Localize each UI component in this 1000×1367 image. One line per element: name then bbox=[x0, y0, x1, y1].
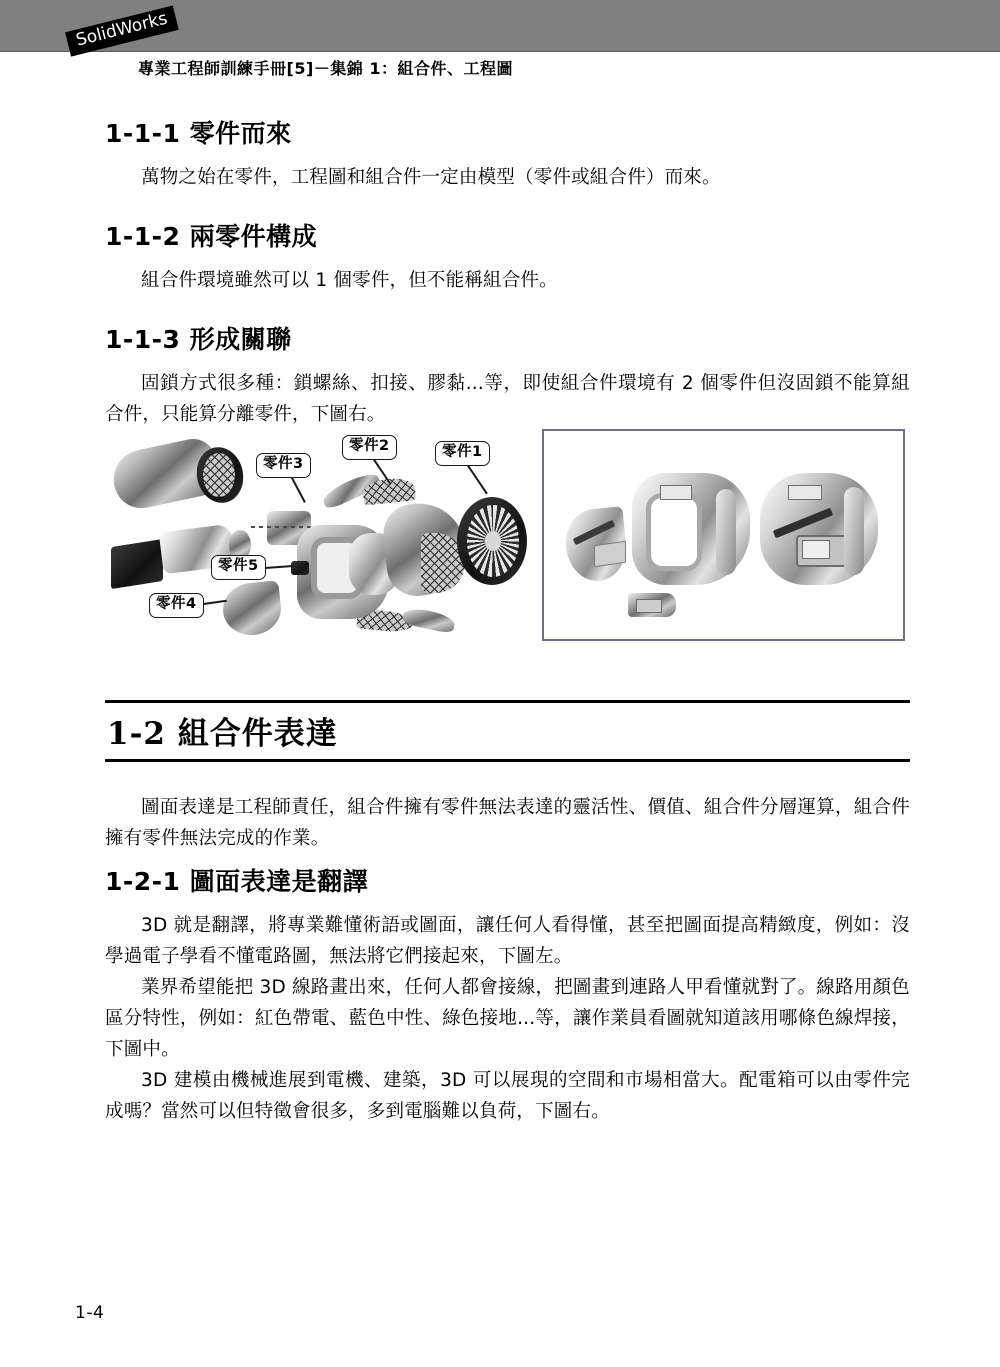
section-heading-1-2 bbox=[105, 700, 910, 762]
leader-line-part5 bbox=[265, 565, 293, 569]
leader-line-part1 bbox=[466, 463, 487, 494]
callout-part-3[interactable]: 零件3 bbox=[256, 453, 311, 478]
heading-rule-bottom bbox=[105, 759, 910, 762]
nose-cone-part4 bbox=[220, 580, 283, 638]
battery-box bbox=[111, 539, 163, 589]
heading-1-1-1: 1-1-1 零件而來 bbox=[105, 119, 292, 148]
paragraph-1-2-1-b: 業界希望能把 3D 線路畫出來，任何人都會接線，把圖畫到連路人甲看懂就對了。線路用顏色區分特性，例如：紅色帶電、藍色中性、綠色接地...等，讓作業員看圖就知道該用哪條色線焊接，下圖中。 bbox=[105, 977, 910, 1060]
leader-line-part3 bbox=[290, 475, 305, 502]
paragraph-1-1-1: 萬物之始在零件，工程圖和組合件一定由模型（零件或組合件）而來。 bbox=[141, 167, 721, 188]
callout-part-2[interactable]: 零件2 bbox=[342, 435, 397, 460]
housing-assembled-label bbox=[788, 485, 822, 500]
heading-1-1-2: 1-1-2 兩零件構成 bbox=[105, 222, 318, 251]
impeller-hub bbox=[485, 531, 501, 551]
housing-clip-window bbox=[636, 599, 662, 613]
housing-assembled-button bbox=[802, 540, 830, 559]
trigger-switch-part5 bbox=[291, 561, 309, 575]
heading-1-2-text: 1-2 組合件表達 bbox=[107, 716, 338, 752]
heading-1-2-1: 1-2-1 圖面表達是翻譯 bbox=[105, 867, 369, 896]
paragraph-1-1-3: 固鎖方式很多種：鎖螺絲、扣接、膠黏...等，即使組合件環境有 2 個零件但沒固鎖不能算組合件，只能算分離零件，下圖右。 bbox=[105, 373, 910, 425]
solidworks-brand-tag: SolidWorks bbox=[65, 5, 179, 56]
heading-1-1-3: 1-1-3 形成關聯 bbox=[105, 325, 292, 354]
paragraph-1-1-2: 組合件環境雖然可以 1 個零件，但不能稱組合件。 bbox=[141, 270, 558, 291]
paragraph-1-2-1-a: 3D 就是翻譯，將專業難懂術語或圖面，讓任何人看得懂，甚至把圖面提高精緻度，例如：沒學過電子學看不懂電路圖，無法將它們接起來，下圖左。 bbox=[105, 915, 910, 967]
lower-fin bbox=[402, 606, 457, 634]
callout-part-1[interactable]: 零件1 bbox=[435, 441, 490, 466]
paragraph-1-2-intro: 圖面表達是工程師責任，組合件擁有零件無法表達的靈活性、價值、組合件分層運算，組合件擁有零件無法完成的作業。 bbox=[105, 797, 910, 849]
housing-middle-handle bbox=[716, 489, 736, 575]
paragraph-1-2-1-c: 3D 建模由機械進展到電機、建築，3D 可以展現的空間和市場相當大。配電箱可以由零件完成嗎？當然可以但特徵會很多，多到電腦難以負荷，下圖右。 bbox=[105, 1070, 910, 1122]
page-number: 1-4 bbox=[75, 1303, 105, 1323]
figure-assembly-exploded bbox=[105, 433, 910, 648]
housing-middle-label bbox=[660, 485, 692, 500]
callout-part-5[interactable]: 零件5 bbox=[211, 555, 266, 580]
housing-front-shell-panel bbox=[594, 541, 626, 567]
page-content bbox=[0, 52, 1000, 1367]
running-header-title: 專業工程師訓練手冊[5]－集錦 1：組合件、工程圖 bbox=[138, 59, 513, 78]
exploded-view-illustration bbox=[105, 433, 535, 648]
callout-part-4[interactable]: 零件4 bbox=[149, 593, 204, 618]
boxed-illustration-housing-parts bbox=[542, 429, 905, 641]
housing-assembled-handle bbox=[844, 487, 864, 575]
grille-assembled bbox=[203, 453, 235, 497]
housing-middle-aperture bbox=[646, 493, 702, 571]
